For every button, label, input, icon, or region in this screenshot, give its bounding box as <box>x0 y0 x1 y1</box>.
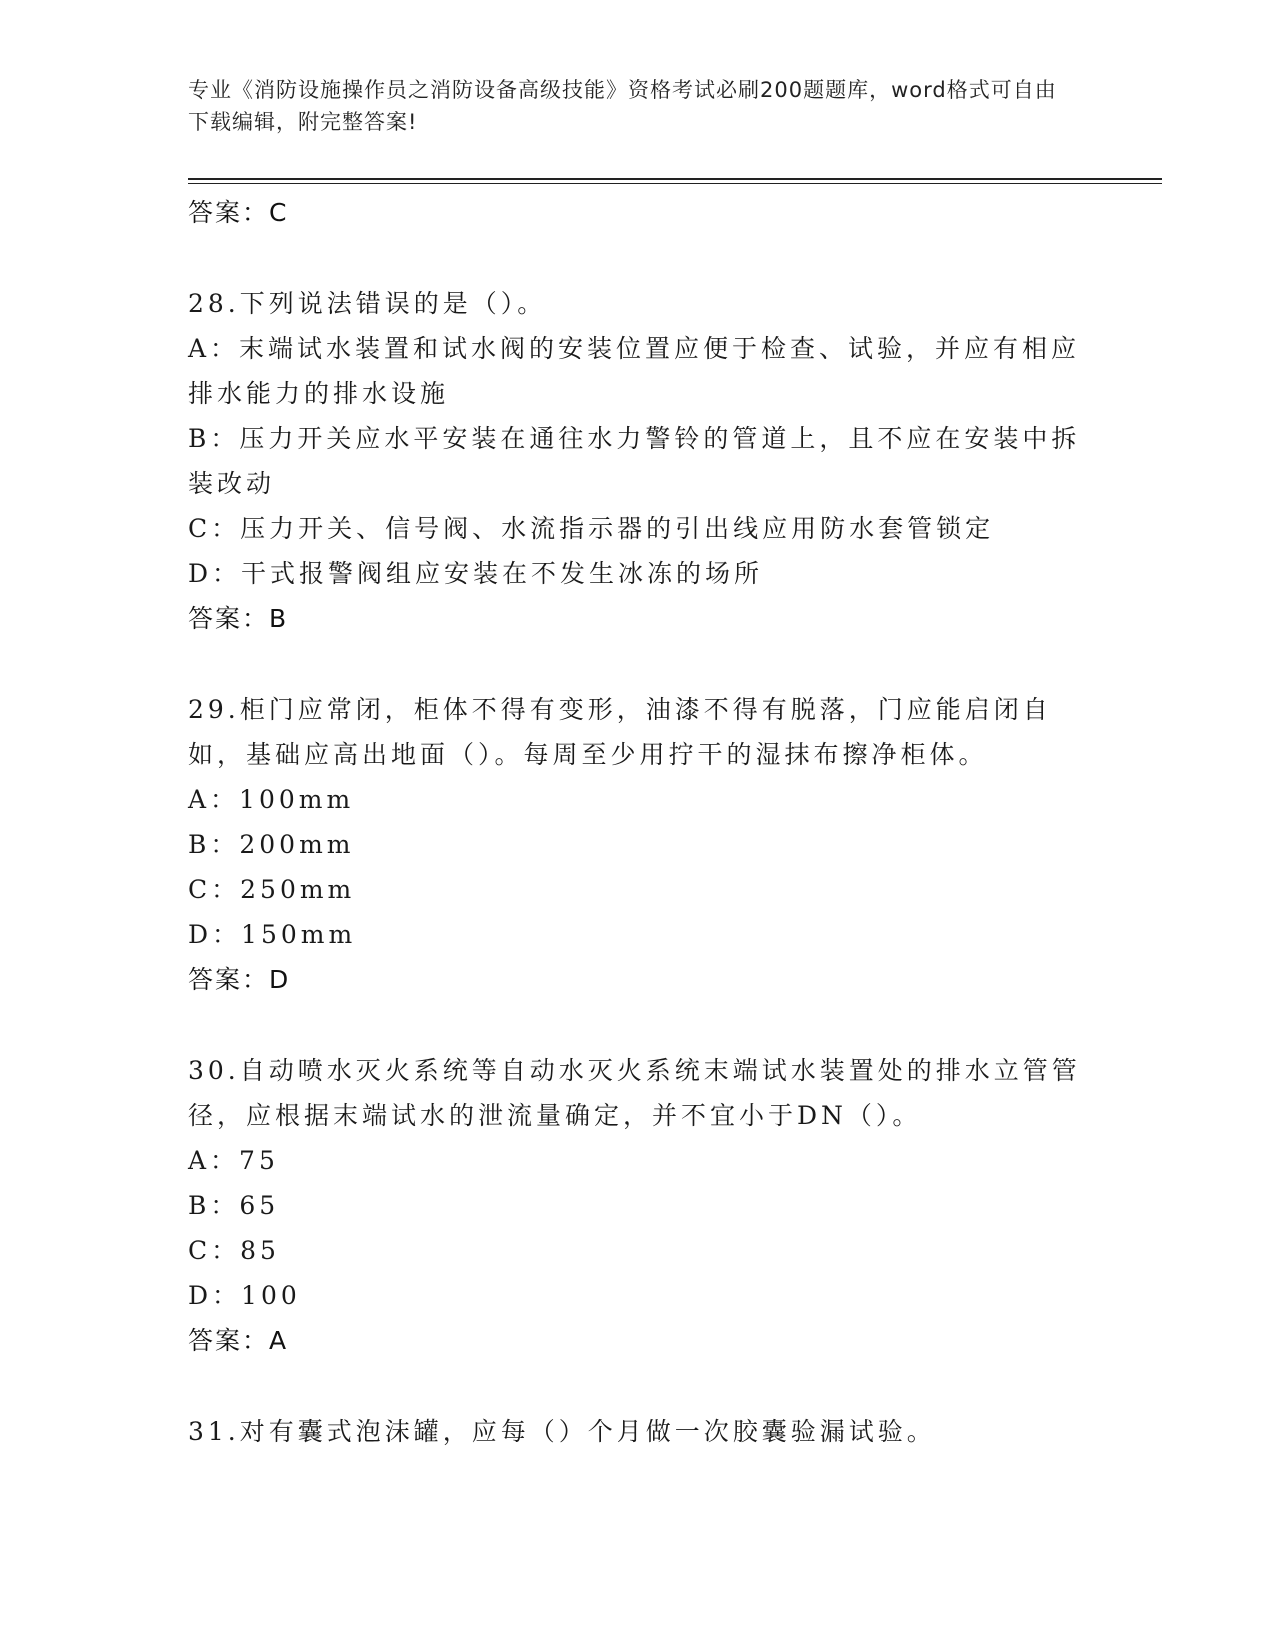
option-d: D：干式报警阀组应安装在不发生冰冻的场所 <box>188 559 764 588</box>
question-block <box>188 1048 1088 1363</box>
question-stem: 31.对有囊式泡沫罐，应每（）个月做一次胶囊验漏试验。 <box>188 1417 936 1446</box>
header-divider-thick <box>188 178 1162 180</box>
option-c: C：85 <box>188 1236 280 1265</box>
question-stem: 29.柜门应常闭，柜体不得有变形，油漆不得有脱落，门应能启闭自如，基础应高出地面（）。每周至少用拧干的湿抹布擦净柜体。 <box>188 695 1052 769</box>
option-d: D：150mm <box>188 920 357 949</box>
option-a: A：末端试水装置和试水阀的安装位置应便于检查、试验，并应有相应排水能力的排水设施 <box>188 334 1081 408</box>
option-c: C：压力开关、信号阀、水流指示器的引出线应用防水套管锁定 <box>188 514 995 543</box>
question-list <box>188 190 1088 1454</box>
question-block <box>188 1409 1088 1454</box>
option-a: A：100mm <box>188 785 355 814</box>
option-b: B：200mm <box>188 830 355 859</box>
option-c: C：250mm <box>188 875 356 904</box>
option-a: A：75 <box>188 1146 279 1175</box>
document-header: 专业《消防设施操作员之消防设备高级技能》资格考试必刷200题题库，word格式可自由下载编辑，附完整答案! <box>188 78 1057 134</box>
question-block <box>188 281 1088 641</box>
question-block <box>188 687 1088 1002</box>
answer-line: 答案：A <box>188 1326 289 1355</box>
answer-line: 答案：B <box>188 604 289 633</box>
header-divider-thin <box>188 183 1162 184</box>
option-d: D：100 <box>188 1281 301 1310</box>
answer-line: 答案：C <box>188 198 289 227</box>
answer-line: 答案：D <box>188 965 291 994</box>
option-b: B：65 <box>188 1191 280 1220</box>
question-stem: 30.自动喷水灭火系统等自动水灭火系统末端试水装置处的排水立管管径，应根据末端试水的泄流量确定，并不宜小于DN（）。 <box>188 1056 1081 1130</box>
option-b: B：压力开关应水平安装在通往水力警铃的管道上，且不应在安装中拆装改动 <box>188 424 1081 498</box>
question-stem: 28.下列说法错误的是（）。 <box>188 289 547 318</box>
